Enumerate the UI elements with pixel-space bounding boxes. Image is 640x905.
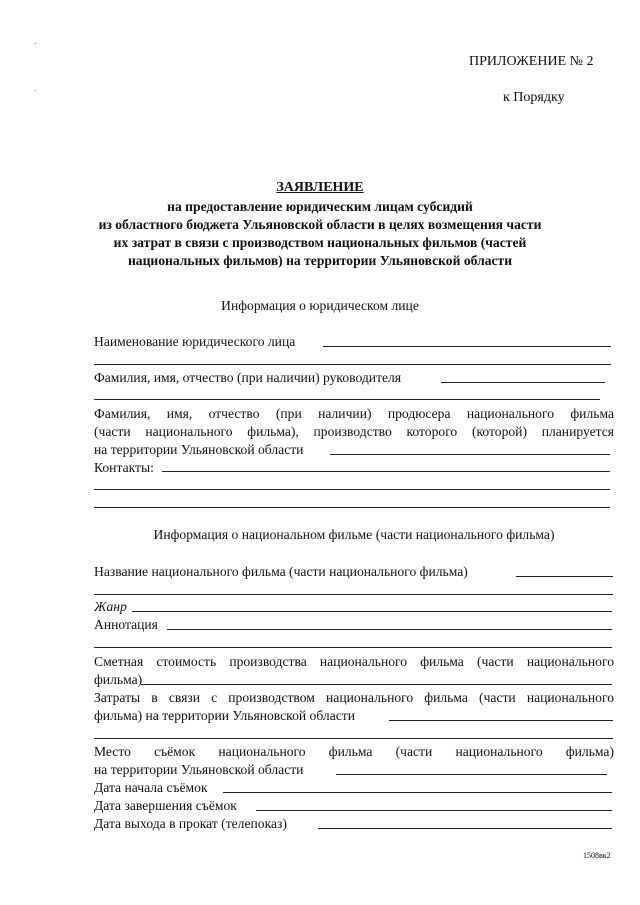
contacts-field-3[interactable] <box>94 507 610 508</box>
producer-label-line-2: (части национального фильма), производство которого (которой) планируется <box>94 424 614 439</box>
film-section-title: Информация о национальном фильме (части национального фильма) <box>153 527 555 542</box>
producer-label-line-3: на территории Ульяновской области <box>94 442 304 457</box>
expenses-field-2[interactable] <box>94 738 613 739</box>
cost-label-line-1: Сметная стоимость производства национального фильма (части национального <box>94 654 614 669</box>
location-field[interactable] <box>336 774 607 775</box>
shooting-end-field[interactable] <box>256 810 612 811</box>
film-name-field[interactable] <box>516 576 613 577</box>
title-line-4: национальных фильмов) на территории Ульяновской области <box>127 253 513 268</box>
annotation-field[interactable] <box>167 629 612 630</box>
legal-entity-name-field-2[interactable] <box>94 364 611 365</box>
contacts-field-2[interactable] <box>94 489 610 490</box>
expenses-label-line-2: фильма) на территории Ульяновской области <box>94 708 355 723</box>
cost-field[interactable] <box>141 684 612 685</box>
scan-speck <box>35 90 36 91</box>
expenses-label-line-1: Затраты в связи с производством национального фильма (части национального <box>94 690 614 705</box>
legal-entity-name-label: Наименование юридического лица <box>94 334 296 349</box>
head-name-field-2[interactable] <box>94 399 600 400</box>
head-name-label: Фамилия, имя, отчество (при наличии) руководителя <box>94 370 402 385</box>
location-label-line-1: Место съёмок национального фильма (части национального фильма) <box>94 744 614 759</box>
producer-label-line-1: Фамилия, имя, отчество (при наличии) продюсера национального фильма <box>94 406 614 421</box>
title-line-2: из областного бюджета Ульяновской области в целях возмещения части <box>98 217 542 232</box>
contacts-field[interactable] <box>162 471 610 472</box>
contacts-label: Контакты: <box>94 460 154 475</box>
annotation-label: Аннотация <box>94 617 158 632</box>
title-line-1: на предоставление юридическим лицам субсидий <box>167 199 473 214</box>
legal-entity-name-field[interactable] <box>323 346 611 347</box>
appendix-reference: к Порядку <box>503 90 565 105</box>
document-title: ЗАЯВЛЕНИЕ <box>276 180 364 195</box>
scan-speck <box>35 43 36 44</box>
genre-field[interactable] <box>132 611 612 612</box>
expenses-field[interactable] <box>389 720 613 721</box>
genre-label: Жанр <box>94 599 127 614</box>
appendix-number: ПРИЛОЖЕНИЕ № 2 <box>469 54 594 69</box>
release-date-field[interactable] <box>318 828 612 829</box>
title-line-3: их затрат в связи с производством национальных фильмов (частей <box>113 235 527 250</box>
document-code: 1508вк2 <box>583 851 611 860</box>
film-name-field-2[interactable] <box>94 594 613 595</box>
producer-name-field[interactable] <box>330 454 610 455</box>
cost-label-line-2: фильма) <box>94 672 143 687</box>
shooting-start-field[interactable] <box>223 792 612 793</box>
head-name-field[interactable] <box>441 382 605 383</box>
annotation-field-2[interactable] <box>94 647 612 648</box>
film-name-label: Название национального фильма (части национального фильма) <box>94 564 468 579</box>
shooting-end-label: Дата завершения съёмок <box>94 798 237 813</box>
shooting-start-label: Дата начала съёмок <box>94 780 208 795</box>
release-date-label: Дата выхода в прокат (телепоказ) <box>94 816 287 831</box>
legal-entity-section-title: Информация о юридическом лице <box>221 298 419 313</box>
location-label-line-2: на территории Ульяновской области <box>94 762 304 777</box>
